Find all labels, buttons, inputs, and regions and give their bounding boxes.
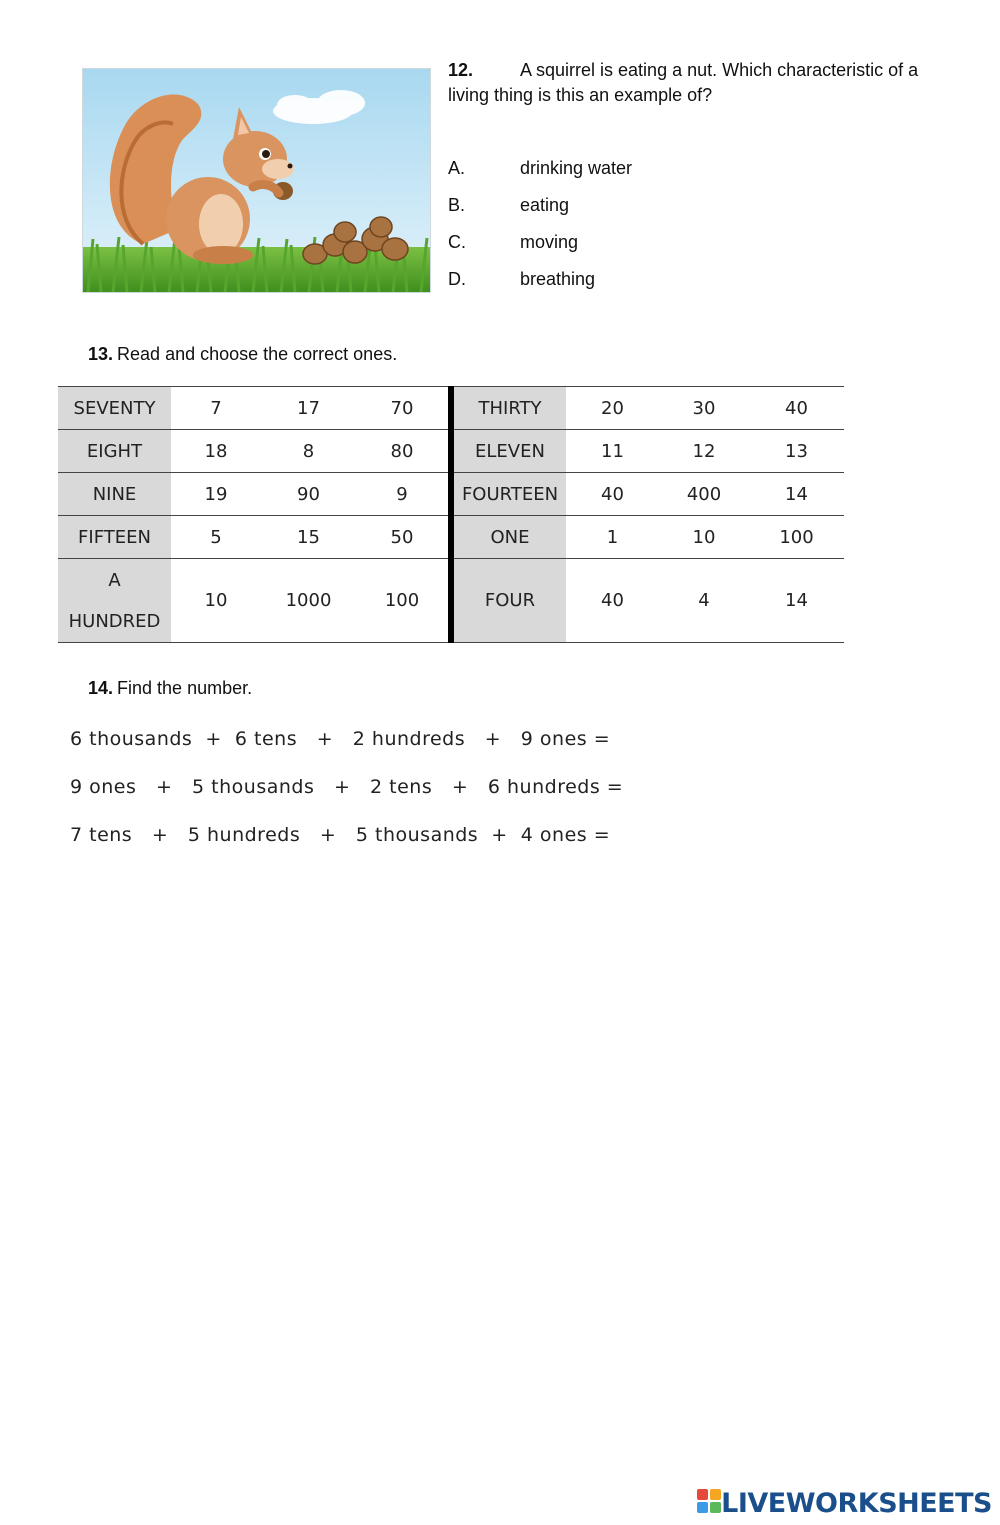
- word-cell: SEVENTY: [58, 387, 171, 430]
- choice-cell[interactable]: 1: [566, 516, 659, 559]
- equation-3: 7 tens + 5 hundreds + 5 thousands + 4 ones =: [70, 824, 611, 846]
- choice-cell[interactable]: 4: [659, 559, 749, 643]
- choice-cell[interactable]: 17: [261, 387, 356, 430]
- choice-cell[interactable]: 400: [659, 473, 749, 516]
- word-cell: ELEVEN: [451, 430, 566, 473]
- choice-cell[interactable]: 80: [356, 430, 451, 473]
- number-words-table: [58, 386, 844, 643]
- squirrel-image: [82, 68, 431, 293]
- option-c[interactable]: [448, 232, 578, 253]
- table-row: [58, 473, 844, 516]
- liveworksheets-logo: [697, 1488, 992, 1519]
- word-cell: FOUR: [451, 559, 566, 643]
- choice-cell[interactable]: 14: [749, 473, 844, 516]
- choice-cell[interactable]: 13: [749, 430, 844, 473]
- choice-cell[interactable]: 8: [261, 430, 356, 473]
- word-cell: THIRTY: [451, 387, 566, 430]
- option-letter: B.: [448, 195, 466, 215]
- option-text: drinking water: [520, 158, 633, 178]
- option-letter: A.: [448, 158, 466, 178]
- table-row: [58, 430, 844, 473]
- option-letter: C.: [448, 232, 466, 252]
- question-number: 13.: [88, 344, 114, 364]
- option-d[interactable]: [448, 269, 595, 290]
- option-b[interactable]: [448, 195, 569, 216]
- choice-cell[interactable]: 12: [659, 430, 749, 473]
- choice-cell[interactable]: 100: [356, 559, 451, 643]
- choice-cell[interactable]: 40: [566, 559, 659, 643]
- question-12: [448, 58, 958, 108]
- choice-cell[interactable]: 1000: [261, 559, 356, 643]
- table-row: [58, 387, 844, 430]
- option-a[interactable]: [448, 158, 632, 179]
- choice-cell[interactable]: 40: [566, 473, 659, 516]
- choice-cell[interactable]: 30: [659, 387, 749, 430]
- choice-cell[interactable]: 10: [659, 516, 749, 559]
- word-cell: FOURTEEN: [451, 473, 566, 516]
- equation-1: 6 thousands + 6 tens + 2 hundreds + 9 ones =: [70, 728, 611, 750]
- brand-name: LIVEWORKSHEETS: [721, 1488, 992, 1519]
- word-line: HUNDRED: [68, 610, 161, 632]
- table-row: [58, 559, 844, 643]
- question-number: 12.: [448, 60, 474, 80]
- word-cell: NINE: [58, 473, 171, 516]
- option-text: breathing: [520, 269, 596, 289]
- word-cell: [58, 559, 171, 643]
- question-text: A squirrel is eating a nut. Which characteristic of a living thing is this an example of?: [448, 60, 919, 105]
- choice-cell[interactable]: 9: [356, 473, 451, 516]
- word-cell: ONE: [451, 516, 566, 559]
- option-letter: D.: [448, 269, 466, 289]
- choice-cell[interactable]: 40: [749, 387, 844, 430]
- choice-cell[interactable]: 100: [749, 516, 844, 559]
- choice-cell[interactable]: 15: [261, 516, 356, 559]
- choice-cell[interactable]: 11: [566, 430, 659, 473]
- question-instruction: Read and choose the correct ones.: [117, 344, 398, 364]
- choice-cell[interactable]: 70: [356, 387, 451, 430]
- choice-cell[interactable]: 10: [171, 559, 261, 643]
- question-number: 14.: [88, 678, 114, 698]
- choice-cell[interactable]: 18: [171, 430, 261, 473]
- question-14-heading: [88, 678, 252, 699]
- option-text: eating: [520, 195, 570, 215]
- question-13-heading: [88, 344, 397, 365]
- question-instruction: Find the number.: [117, 678, 253, 698]
- word-cell: FIFTEEN: [58, 516, 171, 559]
- word-cell: EIGHT: [58, 430, 171, 473]
- choice-cell[interactable]: 7: [171, 387, 261, 430]
- table-row: [58, 516, 844, 559]
- choice-cell[interactable]: 20: [566, 387, 659, 430]
- choice-cell[interactable]: 5: [171, 516, 261, 559]
- choice-cell[interactable]: 19: [171, 473, 261, 516]
- choice-cell[interactable]: 14: [749, 559, 844, 643]
- word-line: A: [108, 569, 121, 591]
- liveworksheets-logo-icon: [697, 1489, 721, 1518]
- equation-2: 9 ones + 5 thousands + 2 tens + 6 hundreds =: [70, 776, 624, 798]
- choice-cell[interactable]: 90: [261, 473, 356, 516]
- option-text: moving: [520, 232, 579, 252]
- choice-cell[interactable]: 50: [356, 516, 451, 559]
